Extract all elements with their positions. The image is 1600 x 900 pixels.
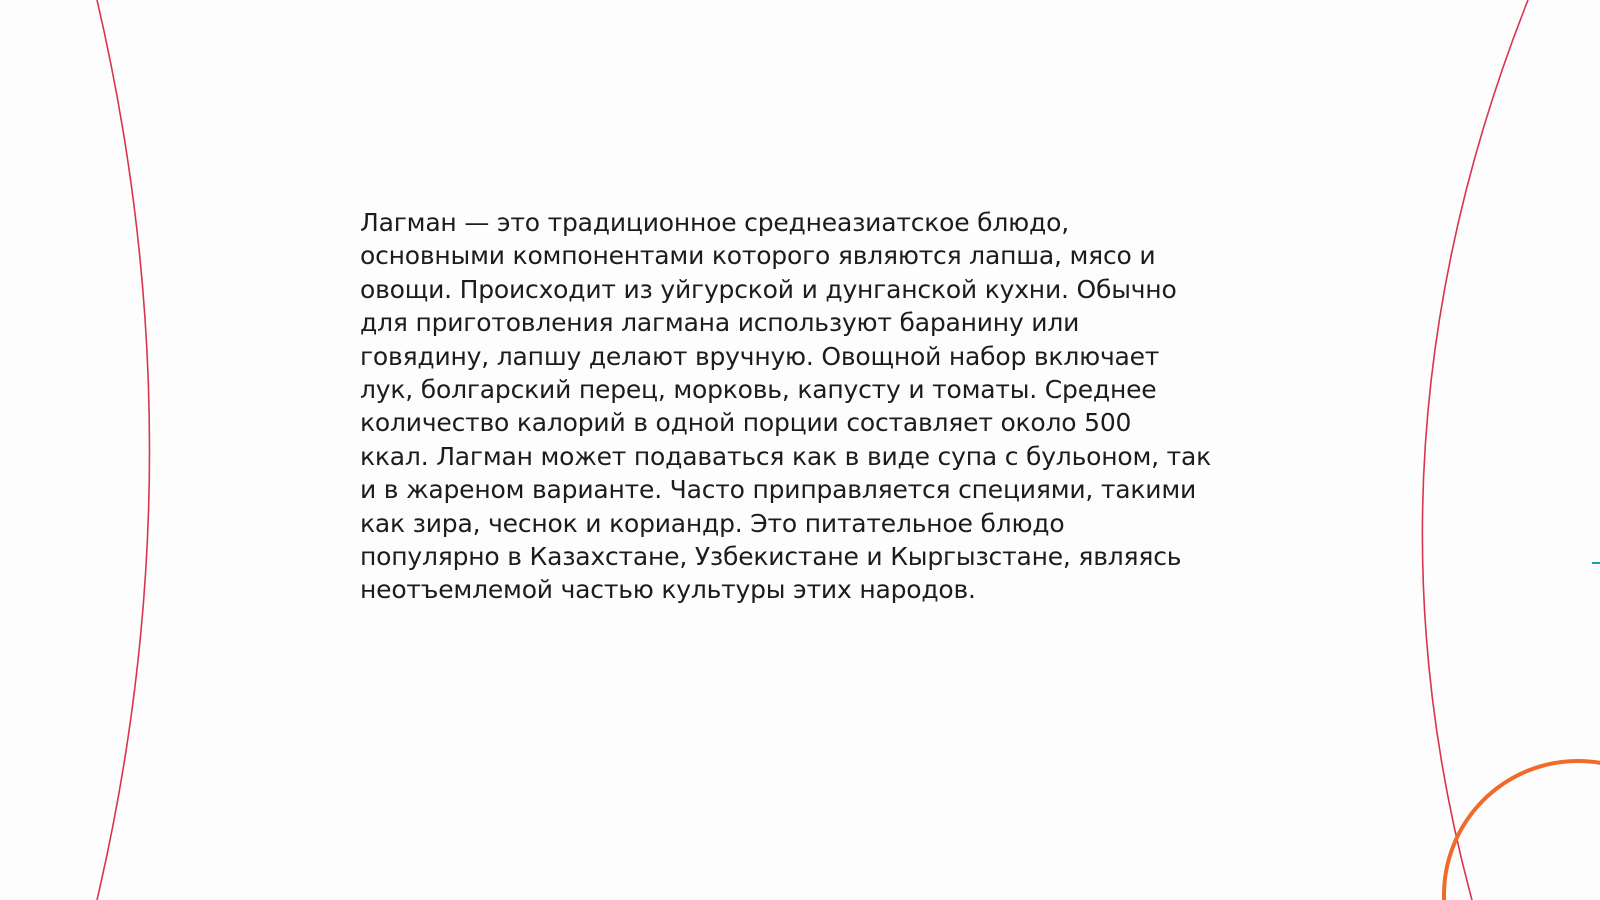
orange-decorative-circle <box>1444 761 1600 900</box>
dish-description-text: Лагман — это традиционное среднеазиатское блюдо, основными компонентами которого являются лапша, мясо и овощи. Происходит из уйгурской и дунганской кухни. Обычно для приготовления лагмана используют баранину или говядину, лапшу делают вручную. Овощной набор включает лук, болгарский перец, морковь, капусту и томаты. Среднее количество калорий в одной порции составляет около 500 ккал. Лагман может подаваться как в виде супа с бульоном, так и в жареном варианте. Часто приправляется специями, такими как зира, чеснок и кориандр. Это питательное блюдо популярно в Казахстане, Узбекистане и Кыргызстане, являясь неотъемлемой частью культуры этих народов. <box>360 208 1211 605</box>
right-decorative-arc <box>1422 0 1528 900</box>
left-decorative-arc <box>97 0 150 900</box>
